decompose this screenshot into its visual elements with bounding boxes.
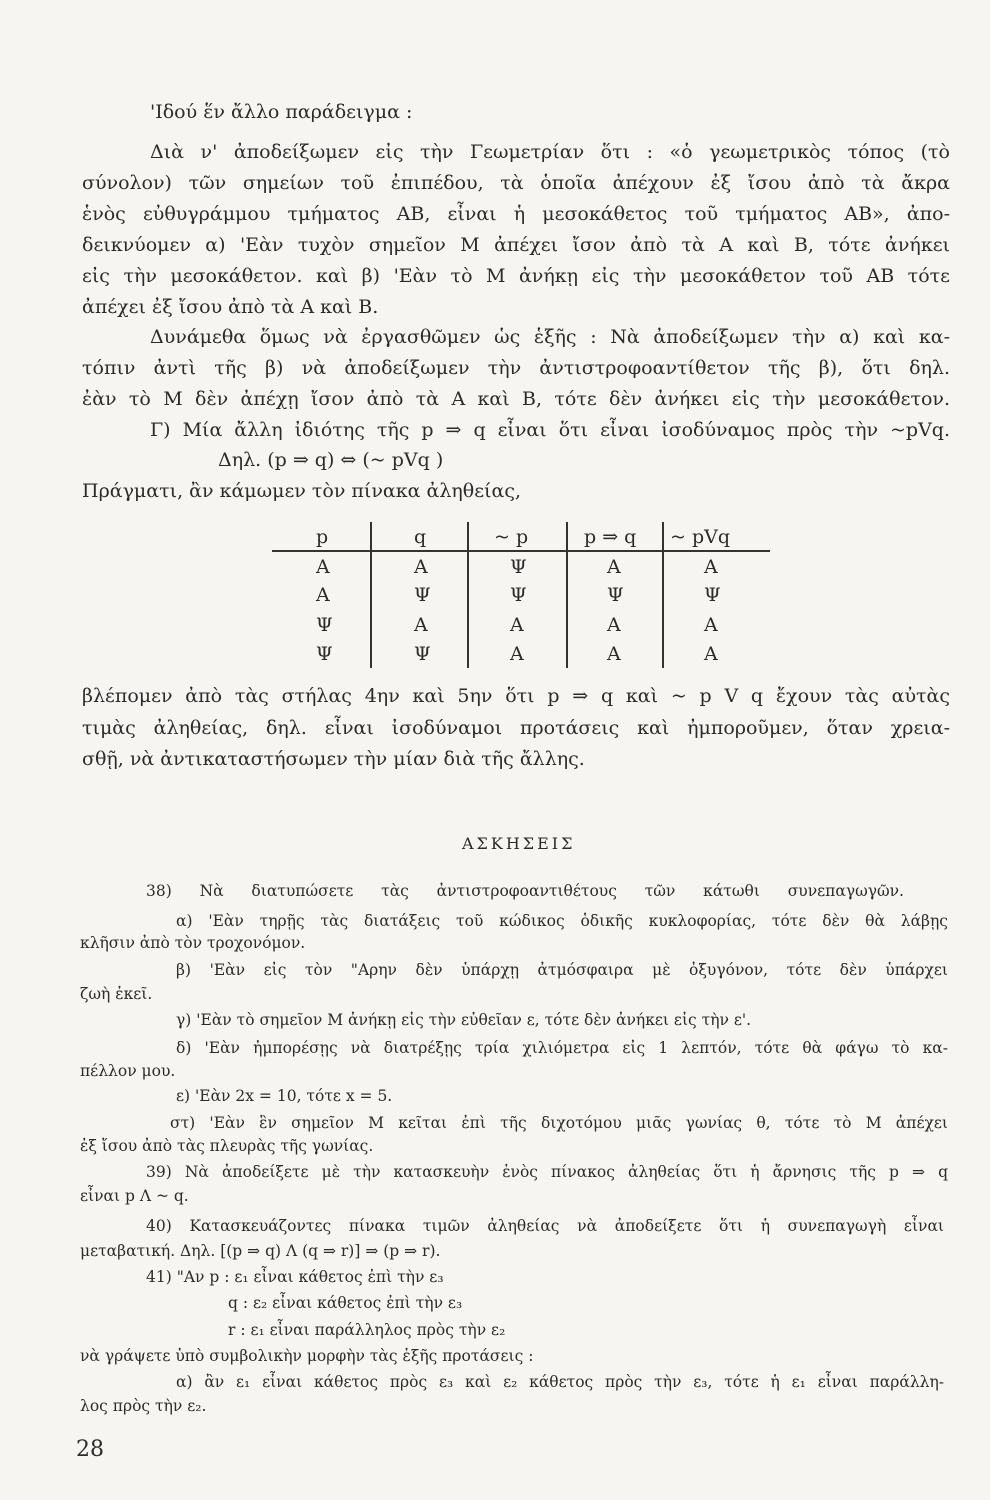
table-header-cell: ~ p (494, 526, 529, 548)
main-paragraph-line: ἑνὸς εὐθυγράμμου τμήματος ΑΒ, εἶναι ἡ μεσοκάθετος τοῦ τμήματος ΑΒ», ἀπο- (82, 203, 950, 225)
exercises-heading: ΑΣΚΗΣΕΙΣ (462, 834, 576, 853)
exercise-line: λος πρὸς τὴν ε₂. (80, 1397, 207, 1415)
table-header-cell: q (414, 526, 427, 548)
main-paragraph-line: δεικνύομεν α) 'Εὰν τυχὸν σημεῖον Μ ἀπέχει ἴσον ἀπὸ τὰ Α καὶ Β, τότε ἀνήκει (82, 234, 950, 256)
table-cell: Α (414, 614, 428, 636)
table-cell: Α (607, 614, 621, 636)
table-cell: Α (704, 614, 718, 636)
table-cell: Α (510, 614, 524, 636)
exercise-line: β) 'Εὰν εἰς τὸν "Αρην δὲν ὑπάρχῃ ἀτμόσφαιρα μὲ ὀξυγόνον, τότε δὲν ὑπάρχει (176, 961, 948, 979)
exercise-line: δ) 'Εὰν ἠμπορέσῃς νὰ διατρέξῃς τρία χιλιόμετρα εἰς 1 λεπτόν, τότε θὰ φάγω τὸ κα- (176, 1039, 948, 1057)
exercise-line: ἐξ ἴσου ἀπὸ τὰς πλευρὰς τῆς γωνίας. (80, 1137, 374, 1155)
table-cell: Ψ (414, 643, 431, 665)
table-column-rule (370, 522, 372, 668)
table-cell: Ψ (316, 643, 333, 665)
conclusion-line: τιμὰς ἀληθείας, δηλ. εἶναι ἰσοδύναμοι προτάσεις καὶ ἠμποροῦμεν, ὅταν χρεια- (82, 717, 950, 739)
exercise-line: 41) "Αν p : ε₁ εἶναι κάθετος ἐπὶ τὴν ε₃ (146, 1268, 444, 1286)
exercise-line: ζωὴ ἐκεῖ. (80, 985, 153, 1003)
exercise-line: γ) 'Εὰν τὸ σημεῖον Μ ἀνήκῃ εἰς τὴν εὐθεῖαν ε, τότε δὲν ἀνήκει εἰς τὴν ε'. (176, 1011, 752, 1029)
table-cell: Ψ (704, 584, 721, 606)
table-header-rule (272, 550, 770, 552)
exercise-line: μεταβατική. Δηλ. [(p ⇒ q) Λ (q ⇒ r)] ⇒ (p ⇒ r). (80, 1242, 441, 1260)
table-cell: Α (607, 556, 621, 578)
table-cell: Α (510, 643, 524, 665)
exercise-line: α) 'Εὰν τηρῇς τὰς διατάξεις τοῦ κώδικος ὁδικῆς κυκλοφορίας, τότε δὲν θὰ λάβῃς (176, 912, 948, 930)
table-column-rule (566, 522, 568, 668)
truth-table (272, 522, 770, 672)
second-paragraph-line: ἐὰν τὸ Μ δὲν ἀπέχῃ ἴσον ἀπὸ τὰ Α καὶ Β, τότε δὲν ἀνήκει εἰς τὴν μεσοκάθετον. (82, 388, 950, 410)
table-cell: Ψ (414, 584, 431, 606)
exercise-line: 40) Κατασκευάζοντες πίνακα τιμῶν ἀληθείας νὰ ἀποδείξετε ὅτι ἡ συνεπαγωγὴ εἶναι (146, 1217, 944, 1235)
second-paragraph-line: τόπιν ἀντὶ τῆς β) νὰ ἀποδείξωμεν τὴν ἀντιστροφοαντίθετον τῆς β), ὅτι δηλ. (82, 357, 950, 379)
exercise-line: α) ἂν ε₁ εἶναι κάθετος πρὸς ε₃ καὶ ε₂ κάθετος πρὸς τὴν ε₃, τότε ἡ ε₁ εἶναι παράλλη- (176, 1373, 944, 1391)
main-paragraph-line: εἰς τὴν μεσοκάθετον. καὶ β) 'Εὰν τὸ Μ ἀνήκῃ εἰς τὴν μεσοκάθετον τοῦ ΑΒ τότε (82, 265, 950, 287)
exercise-line: κλῆσιν ἀπὸ τὸν τροχονόμον. (80, 934, 306, 952)
second-paragraph-line: Δυνάμεθα ὅμως νὰ ἐργασθῶμεν ὡς ἑξῆς : Νὰ ἀποδείξωμεν τὴν α) καὶ κα- (150, 326, 950, 348)
exercise-line: εἶναι p Λ ~ q. (80, 1187, 189, 1205)
exercise-line: q : ε₂ εἶναι κάθετος ἐπὶ τὴν ε₃ (228, 1294, 463, 1312)
property-line: Γ) Μία ἄλλη ἰδιότης τῆς p ⇒ q εἶναι ὅτι εἶναι ἰσοδύναμος πρὸς τὴν ~pVq. (150, 419, 950, 441)
table-cell: Ψ (607, 584, 624, 606)
exercise-line: 39) Νὰ ἀποδείξετε μὲ τὴν κατασκευὴν ἑνὸς πίνακος ἀληθείας ὅτι ἡ ἄρνησις τῆς p ⇒ q (146, 1163, 948, 1181)
table-cell: Α (704, 643, 718, 665)
equivalence-line: Δηλ. (p ⇒ q) ⇔ (~ pVq ) (218, 449, 444, 471)
exercise-line: πέλλον μου. (80, 1062, 176, 1080)
table-cell: Α (414, 556, 428, 578)
exercise-line: στ) 'Εὰν ἓν σημεῖον Μ κεῖται ἐπὶ τῆς διχοτόμου μιᾶς γωνίας θ, τότε τὸ Μ ἀπέχει (170, 1114, 948, 1132)
table-cell: Α (607, 643, 621, 665)
exercise-line: 38) Νὰ διατυπώσετε τὰς ἀντιστροφοαντιθέτους τῶν κάτωθι συνεπαγωγῶν. (146, 882, 904, 900)
conclusion-line: βλέπομεν ἀπὸ τὰς στήλας 4ην καὶ 5ην ὅτι p ⇒ q καὶ ~ p V q ἔχουν τὰς αὐτὰς (82, 685, 950, 707)
table-cell: Ψ (510, 584, 527, 606)
exercise-line: r : ε₁ εἶναι παράλληλος πρὸς τὴν ε₂ (228, 1321, 506, 1339)
table-column-rule (467, 522, 469, 668)
example-intro: 'Ιδού ἕν ἄλλο παράδειγμα : (150, 101, 413, 123)
main-paragraph-line: ἀπέχει ἐξ ἴσου ἀπὸ τὰ Α καὶ Β. (82, 296, 379, 318)
table-cell: Ψ (510, 556, 527, 578)
conclusion-line: σθῇ, νὰ ἀντικαταστήσωμεν τὴν μίαν διὰ τῆς ἄλλης. (82, 748, 585, 770)
main-paragraph-line: σύνολον) τῶν σημείων τοῦ ἐπιπέδου, τὰ ὁποῖα ἀπέχουν ἐξ ἴσου ἀπὸ τὰ ἄκρα (82, 172, 950, 194)
table-header-cell: p (316, 526, 329, 548)
main-paragraph-line: Διὰ ν' ἀποδείξωμεν εἰς τὴν Γεωμετρίαν ὅτι : «ὁ γεωμετρικὸς τόπος (τὸ (150, 141, 950, 163)
table-cell: Ψ (316, 614, 333, 636)
exercise-line: ε) 'Εὰν 2x = 10, τότε x = 5. (176, 1087, 393, 1105)
table-header-cell: ~ pVq (670, 526, 731, 548)
table-header-cell: p ⇒ q (584, 526, 637, 548)
table-cell: Α (316, 584, 330, 606)
table-cell: Α (704, 556, 718, 578)
table-column-rule (662, 522, 664, 668)
exercise-line: νὰ γράψετε ὑπὸ συμβολικὴν μορφὴν τὰς ἑξῆς προτάσεις : (80, 1347, 534, 1365)
truth-table-intro: Πράγματι, ἂν κάμωμεν τὸν πίνακα ἀληθείας, (82, 480, 521, 502)
table-cell: Α (316, 556, 330, 578)
page-number: 28 (76, 1437, 104, 1462)
